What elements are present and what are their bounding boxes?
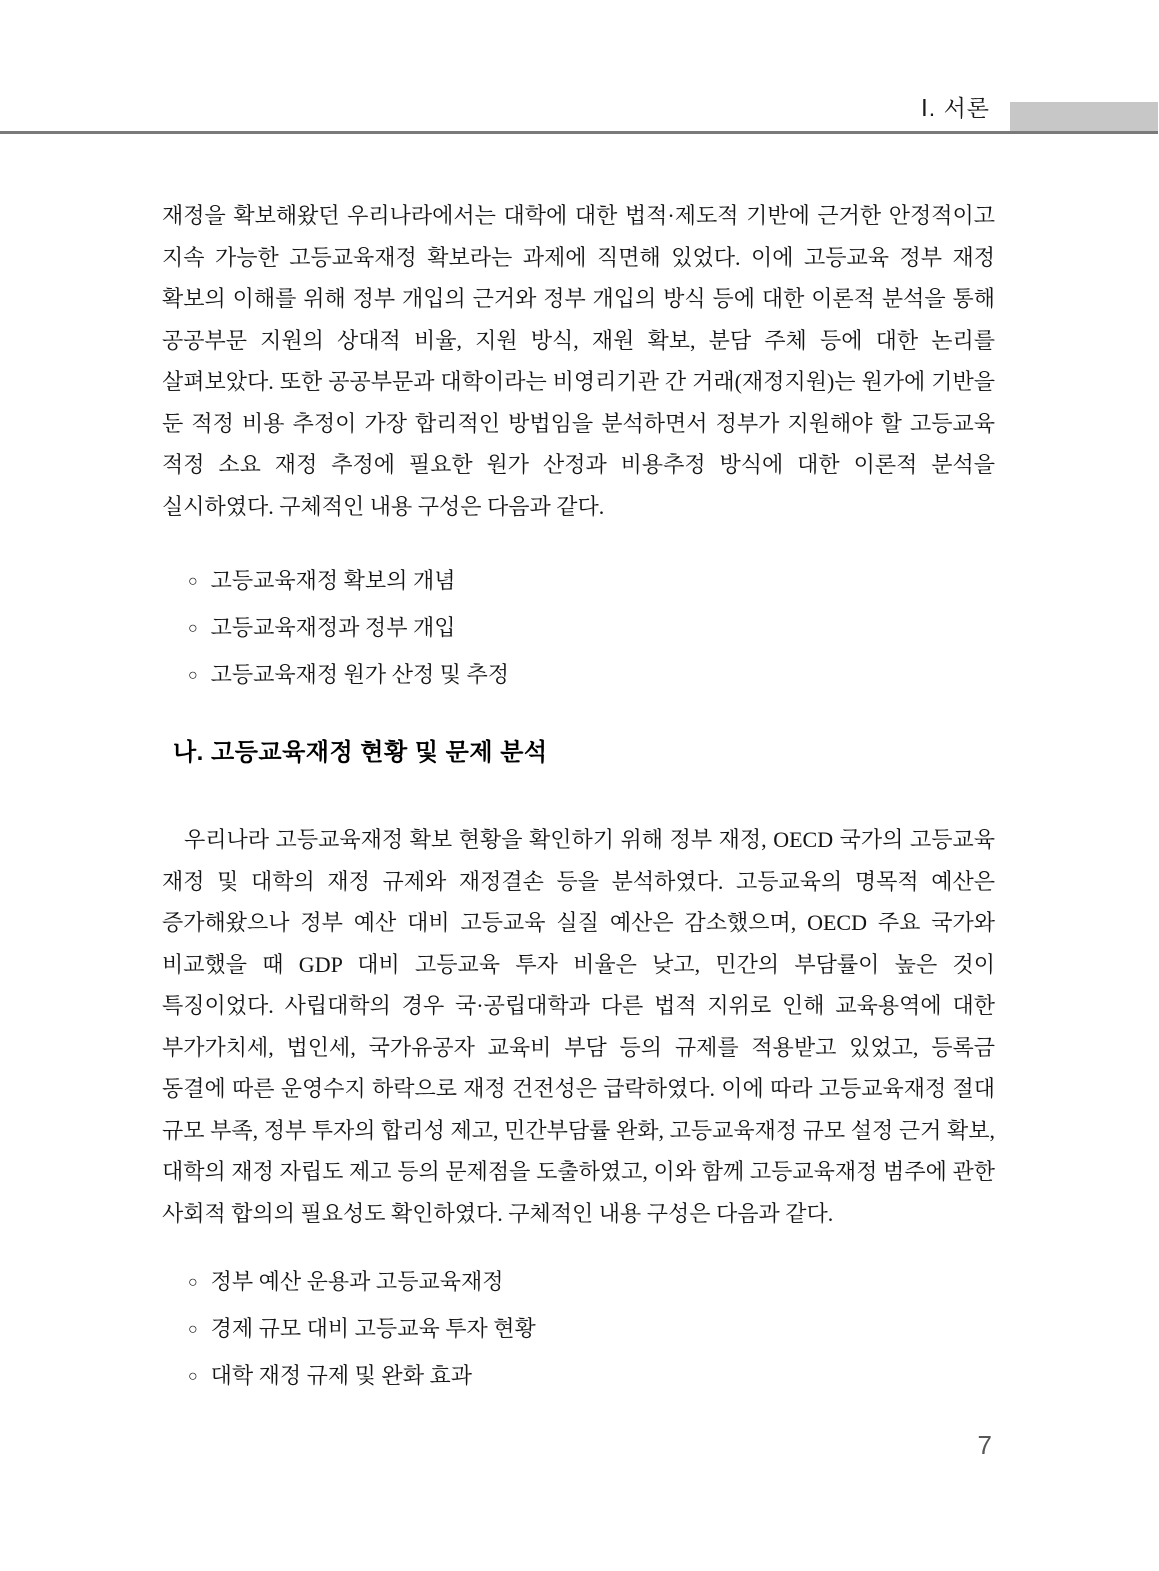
list-item (162, 653, 995, 700)
paragraph-theory-analysis: 재정을 확보해왔던 우리나라에서는 대학에 대한 법적·제도적 기반에 근거한 안정적이고 지속 가능한 고등교육재정 확보라는 과제에 직면해 있었다. 이에 고등교육 정부 재정 확보의 이해를 위해 정부 개입의 근거와 정부 개입의 방식 등에 대한 이론적 분석을 통해 공공부문 지원의 상대적 비율, 지원 방식, 재원 확보, 분담 주체 등에 대한 논리를 살펴보았다. 또한 공공부문과 대학이라는 비영리기관 간 거래(재정지원)는 원가에 기반을 둔 적정 비용 추정이 가장 합리적인 방법임을 분석하면서 정부가 지원해야 할 고등교육 적정 소요 재정 추정에 필요한 원가 산정과 비용추정 방식에 대한 이론적 분석을 실시하였다. 구체적인 내용 구성은 다음과 같다. (162, 203, 995, 519)
circle-bullet-icon: ○ (188, 573, 198, 590)
circle-bullet-icon: ○ (188, 1368, 198, 1385)
list-item-text: 대학 재정 규제 및 완화 효과 (210, 1363, 472, 1388)
list-item-text: 고등교육재정과 정부 개입 (210, 615, 456, 640)
header-rule (0, 131, 1158, 134)
circle-bullet-icon: ○ (188, 1321, 198, 1338)
page-number: 7 (977, 1430, 992, 1460)
list-item (162, 559, 995, 606)
section-heading: 나. 고등교육재정 현황 및 문제 분석 (173, 739, 548, 766)
bullet-list-status (162, 1260, 995, 1401)
paragraph-status-analysis: 우리나라 고등교육재정 확보 현황을 확인하기 위해 정부 재정, OECD 국가의 고등교육 재정 및 대학의 재정 규제와 재정결손 등을 분석하였다. 고등교육의 명목적 예산은 증가해왔으나 정부 예산 대비 고등교육 실질 예산은 감소했으며, OECD 주요 국가와 비교했을 때 GDP 대비 고등교육 투자 비율은 낮고, 민간의 부담률이 높은 것이 특징이었다. 사립대학의 경우 국·공립대학과 다른 법적 지위로 인해 교육용역에 대한 부가가치세, 법인세, 국가유공자 교육비 부담 등의 규제를 적용받고 있었고, 등록금 동결에 따른 운영수지 하락으로 재정 건전성은 급락하였다. 이에 따라 고등교육재정 절대 규모 부족, 정부 투자의 합리성 제고, 민간부담률 완화, 고등교육재정 규모 설정 근거 확보, 대학의 재정 자립도 제고 등의 문제점을 도출하였고, 이와 함께 고등교육재정 범주에 관한 사회적 합의의 필요성도 확인하였다. 구체적인 내용 구성은 다음과 같다. (162, 827, 995, 1226)
header-accent-box (1010, 102, 1158, 132)
page-content (162, 195, 995, 1401)
list-item-text: 경제 규모 대비 고등교육 투자 현황 (210, 1316, 536, 1341)
bullet-list-theory (162, 559, 995, 700)
list-item (162, 1307, 995, 1354)
running-head-chapter: Ⅰ. 서론 (921, 95, 990, 121)
list-item-text: 정부 예산 운용과 고등교육재정 (210, 1269, 504, 1294)
list-item (162, 606, 995, 653)
circle-bullet-icon: ○ (188, 1274, 198, 1291)
list-item-text: 고등교육재정 원가 산정 및 추정 (210, 662, 509, 687)
list-item-text: 고등교육재정 확보의 개념 (210, 568, 456, 593)
circle-bullet-icon: ○ (188, 667, 198, 684)
list-item (162, 1260, 995, 1307)
circle-bullet-icon: ○ (188, 620, 198, 637)
list-item (162, 1354, 995, 1401)
